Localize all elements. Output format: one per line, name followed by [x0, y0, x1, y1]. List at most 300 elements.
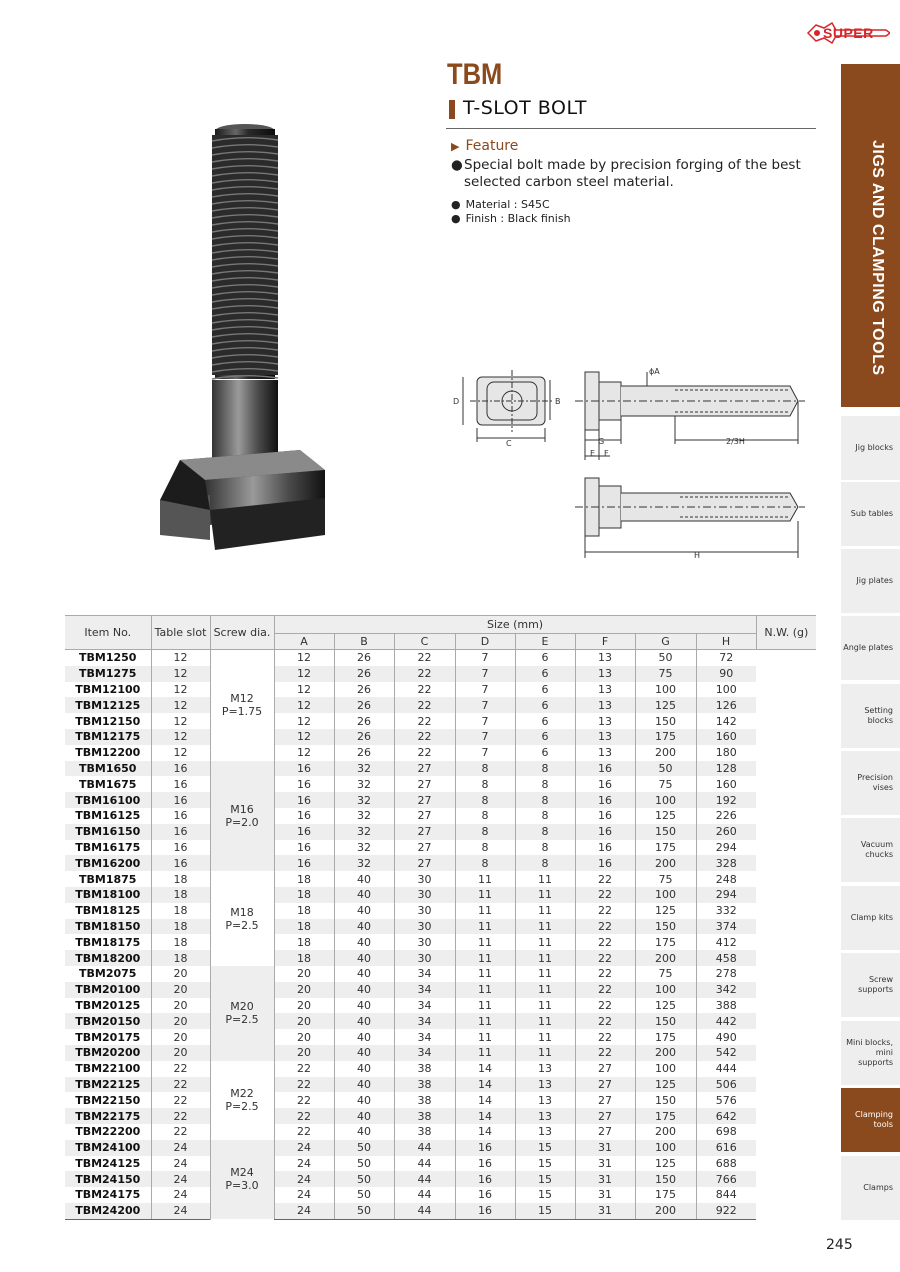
- table-cell: 27: [394, 776, 455, 792]
- table-cell: 22: [274, 1077, 334, 1093]
- table-cell: 175: [635, 840, 696, 856]
- table-cell: 13: [575, 745, 635, 761]
- item-no-cell: TBM12175: [65, 729, 151, 745]
- table-cell: 13: [515, 1061, 575, 1077]
- table-cell: 8: [515, 855, 575, 871]
- table-cell: 125: [635, 808, 696, 824]
- table-cell: 18: [274, 871, 334, 887]
- table-cell: 11: [455, 871, 515, 887]
- sidebar-tab[interactable]: [841, 1156, 900, 1220]
- table-cell: 6: [515, 650, 575, 666]
- table-cell: 22: [394, 697, 455, 713]
- table-cell: 15: [515, 1187, 575, 1203]
- item-no-cell: TBM24125: [75, 1156, 141, 1170]
- table-cell: 16: [575, 824, 635, 840]
- item-no-cell: TBM16100: [65, 792, 151, 808]
- table-cell: 50: [334, 1140, 394, 1156]
- table-cell: 11: [515, 1029, 575, 1045]
- table-cell: 15: [515, 1203, 575, 1219]
- table-cell: 32: [334, 792, 394, 808]
- table-cell: 75: [635, 776, 696, 792]
- item-no-cell: TBM22150: [75, 1093, 141, 1107]
- table-cell: 40: [334, 919, 394, 935]
- table-cell: 31: [575, 1203, 635, 1219]
- header-screw-dia: Screw dia.: [210, 616, 274, 650]
- sidebar-tab[interactable]: [841, 953, 900, 1017]
- table-cell: 248: [696, 871, 756, 887]
- item-no-cell: TBM1275: [65, 666, 151, 682]
- item-no-cell: TBM24175: [75, 1188, 141, 1202]
- table-cell: 698: [696, 1124, 756, 1140]
- table-cell: 22: [575, 1013, 635, 1029]
- table-cell: 14: [455, 1124, 515, 1140]
- table-cell: 6: [515, 682, 575, 698]
- table-cell: 22: [575, 887, 635, 903]
- table-cell: 294: [696, 887, 756, 903]
- table-cell: 22: [274, 1061, 334, 1077]
- table-cell: 11: [455, 982, 515, 998]
- table-cell: 40: [334, 998, 394, 1014]
- screw-dia-cell: M20 P=2.5: [210, 966, 274, 1061]
- table-cell: 16: [575, 808, 635, 824]
- table-cell: 126: [696, 697, 756, 713]
- sidebar-tab-label: Vacuum chucks: [860, 840, 893, 859]
- table-cell: 72: [696, 650, 756, 666]
- table-cell: 7: [455, 729, 515, 745]
- table-cell: 50: [334, 1171, 394, 1187]
- table-cell: 34: [394, 966, 455, 982]
- table-cell: 22: [394, 682, 455, 698]
- table-cell: 13: [515, 1077, 575, 1093]
- table-row: [65, 1061, 816, 1077]
- table-cell: 44: [394, 1187, 455, 1203]
- table-row: [65, 919, 816, 935]
- table-cell: 14: [455, 1092, 515, 1108]
- table-cell: 40: [334, 1029, 394, 1045]
- table-cell: 7: [455, 713, 515, 729]
- table-row: [65, 713, 816, 729]
- product-code: TBM: [447, 58, 503, 91]
- item-no-cell: TBM22100: [75, 1062, 141, 1076]
- label-d: D: [453, 397, 460, 406]
- table-cell: 24: [274, 1171, 334, 1187]
- table-cell: 34: [394, 998, 455, 1014]
- table-cell: 24: [151, 1203, 210, 1219]
- label-h: H: [694, 551, 701, 560]
- sidebar-tab-label: Setting blocks: [864, 706, 893, 725]
- table-cell: 175: [635, 934, 696, 950]
- sidebar-tab-label: Clamping tools: [855, 1110, 893, 1129]
- table-cell: 125: [635, 1077, 696, 1093]
- table-cell: 22: [575, 950, 635, 966]
- finish-spec: [451, 212, 571, 225]
- table-cell: 150: [635, 1171, 696, 1187]
- table-cell: 100: [696, 682, 756, 698]
- item-no-cell: TBM20100: [65, 982, 151, 998]
- table-cell: 26: [334, 729, 394, 745]
- table-cell: 180: [696, 745, 756, 761]
- table-cell: 125: [635, 998, 696, 1014]
- table-row: [65, 1092, 816, 1108]
- table-cell: 18: [274, 919, 334, 935]
- table-cell: 12: [151, 682, 210, 698]
- table-cell: 16: [455, 1187, 515, 1203]
- table-cell: 40: [334, 1124, 394, 1140]
- table-row: [65, 745, 816, 761]
- table-cell: 22: [575, 1029, 635, 1045]
- table-cell: 412: [696, 934, 756, 950]
- table-cell: 75: [635, 966, 696, 982]
- table-cell: 12: [151, 666, 210, 682]
- item-no-cell: TBM22125: [65, 1077, 151, 1093]
- table-cell: 11: [515, 934, 575, 950]
- title-divider: [446, 128, 816, 129]
- table-cell: 38: [394, 1124, 455, 1140]
- table-cell: 688: [696, 1156, 756, 1172]
- table-cell: 50: [334, 1156, 394, 1172]
- table-cell: 11: [515, 966, 575, 982]
- table-cell: 24: [151, 1187, 210, 1203]
- table-cell: 16: [151, 855, 210, 871]
- item-no-cell: TBM1675: [79, 777, 137, 791]
- table-row: [65, 950, 816, 966]
- sidebar-tab[interactable]: [841, 1088, 900, 1152]
- table-cell: 44: [394, 1140, 455, 1156]
- table-cell: 8: [455, 855, 515, 871]
- triangle-icon: ▶: [451, 140, 460, 153]
- table-cell: 342: [696, 982, 756, 998]
- table-cell: 27: [394, 840, 455, 856]
- table-cell: 13: [575, 650, 635, 666]
- label-two-thirds-h: 2/3H: [726, 437, 745, 446]
- table-cell: 200: [635, 1045, 696, 1061]
- table-cell: 22: [274, 1108, 334, 1124]
- table-cell: 40: [334, 1045, 394, 1061]
- table-cell: 11: [455, 887, 515, 903]
- table-cell: 100: [635, 887, 696, 903]
- table-cell: 18: [274, 950, 334, 966]
- table-cell: 27: [394, 855, 455, 871]
- table-cell: 12: [151, 650, 210, 666]
- table-cell: 100: [635, 1140, 696, 1156]
- table-cell: 24: [151, 1171, 210, 1187]
- sidebar-tab[interactable]: [841, 549, 900, 613]
- table-cell: 8: [455, 776, 515, 792]
- sidebar-tab[interactable]: [841, 751, 900, 815]
- table-cell: 31: [575, 1140, 635, 1156]
- feature-main: [451, 157, 811, 191]
- table-row: [65, 697, 816, 713]
- table-cell: 200: [635, 1203, 696, 1219]
- sidebar-tab[interactable]: [841, 482, 900, 546]
- table-cell: 22: [575, 903, 635, 919]
- table-cell: 8: [515, 761, 575, 777]
- table-cell: 11: [455, 1013, 515, 1029]
- table-cell: 16: [274, 824, 334, 840]
- table-row: [65, 934, 816, 950]
- table-cell: 11: [455, 966, 515, 982]
- table-cell: 766: [696, 1171, 756, 1187]
- table-cell: 16: [575, 761, 635, 777]
- table-cell: 15: [515, 1171, 575, 1187]
- table-cell: 7: [455, 650, 515, 666]
- table-cell: 27: [575, 1124, 635, 1140]
- sidebar-tab-label: Jig plates: [856, 576, 893, 585]
- table-row: [65, 903, 816, 919]
- table-cell: 16: [151, 824, 210, 840]
- table-row: [65, 887, 816, 903]
- table-cell: 22: [394, 666, 455, 682]
- table-cell: 27: [575, 1061, 635, 1077]
- table-row: [65, 1140, 816, 1156]
- table-cell: 26: [334, 697, 394, 713]
- table-cell: 31: [575, 1187, 635, 1203]
- table-cell: 11: [515, 1045, 575, 1061]
- table-cell: 260: [696, 824, 756, 840]
- table-cell: 20: [274, 998, 334, 1014]
- table-cell: 13: [575, 682, 635, 698]
- t-slot-bolt-photo: [150, 115, 340, 570]
- table-cell: 12: [274, 745, 334, 761]
- table-cell: 24: [274, 1187, 334, 1203]
- table-cell: 490: [696, 1029, 756, 1045]
- table-cell: 388: [696, 998, 756, 1014]
- table-row: [65, 998, 816, 1014]
- table-cell: 22: [575, 998, 635, 1014]
- table-cell: 30: [394, 934, 455, 950]
- table-cell: 16: [151, 776, 210, 792]
- table-cell: 6: [515, 666, 575, 682]
- table-cell: 100: [635, 792, 696, 808]
- table-cell: 12: [151, 745, 210, 761]
- table-cell: 11: [515, 871, 575, 887]
- table-cell: 442: [696, 1013, 756, 1029]
- item-no-cell: TBM1250: [79, 651, 137, 665]
- table-row: [65, 792, 816, 808]
- table-row: [65, 1029, 816, 1045]
- material-text: Material : S45C: [465, 198, 550, 211]
- table-cell: 8: [515, 824, 575, 840]
- table-cell: 16: [575, 855, 635, 871]
- table-cell: 175: [635, 1029, 696, 1045]
- table-row: [65, 776, 816, 792]
- table-cell: 11: [515, 998, 575, 1014]
- table-row: [65, 1077, 816, 1093]
- table-cell: 20: [151, 1013, 210, 1029]
- table-cell: 20: [151, 982, 210, 998]
- sidebar-tab-label: Sub tables: [850, 509, 893, 518]
- item-no-cell: TBM1650: [65, 761, 151, 777]
- table-row: [65, 1045, 816, 1061]
- table-cell: 32: [334, 824, 394, 840]
- table-cell: 13: [575, 729, 635, 745]
- sidebar-tab[interactable]: [841, 416, 900, 480]
- table-cell: 100: [635, 982, 696, 998]
- table-cell: 11: [515, 950, 575, 966]
- label-f: F: [604, 449, 609, 458]
- table-cell: 24: [151, 1156, 210, 1172]
- item-no-cell: TBM12100: [75, 682, 141, 696]
- table-cell: 44: [394, 1156, 455, 1172]
- table-cell: 8: [515, 840, 575, 856]
- table-cell: 18: [151, 871, 210, 887]
- table-cell: 11: [455, 998, 515, 1014]
- table-cell: 22: [151, 1108, 210, 1124]
- table-cell: 27: [575, 1077, 635, 1093]
- table-cell: 200: [635, 1124, 696, 1140]
- sidebar-tab-label: Clamps: [863, 1183, 893, 1192]
- table-cell: 27: [575, 1108, 635, 1124]
- table-cell: 38: [394, 1092, 455, 1108]
- table-cell: 12: [151, 729, 210, 745]
- item-no-cell: TBM1875: [79, 872, 137, 886]
- table-cell: 294: [696, 840, 756, 856]
- table-cell: 15: [515, 1140, 575, 1156]
- item-no-cell: TBM18200: [65, 950, 151, 966]
- item-no-cell: TBM18125: [75, 904, 141, 918]
- table-cell: 20: [151, 1045, 210, 1061]
- table-cell: 13: [575, 666, 635, 682]
- table-cell: 192: [696, 792, 756, 808]
- table-cell: 8: [515, 776, 575, 792]
- table-cell: 14: [455, 1108, 515, 1124]
- table-cell: 16: [274, 840, 334, 856]
- table-cell: 34: [394, 1013, 455, 1029]
- sidebar-tab-label: Clamp kits: [850, 913, 893, 922]
- table-cell: 7: [455, 697, 515, 713]
- table-cell: 22: [575, 1045, 635, 1061]
- table-cell: 38: [394, 1077, 455, 1093]
- table-cell: 8: [455, 792, 515, 808]
- item-no-cell: TBM12125: [65, 697, 151, 713]
- brand-logo-text: SUPER: [823, 25, 874, 41]
- table-row: [65, 1013, 816, 1029]
- table-cell: 22: [151, 1077, 210, 1093]
- table-cell: 16: [455, 1203, 515, 1219]
- table-cell: 18: [274, 934, 334, 950]
- table-cell: 16: [575, 840, 635, 856]
- item-no-cell: TBM20200: [65, 1045, 151, 1061]
- item-no-cell: TBM20150: [65, 1013, 151, 1029]
- sidebar-tab[interactable]: [841, 684, 900, 748]
- table-cell: 22: [394, 745, 455, 761]
- table-cell: 12: [274, 697, 334, 713]
- table-cell: 18: [151, 887, 210, 903]
- table-cell: 20: [151, 998, 210, 1014]
- table-cell: 226: [696, 808, 756, 824]
- table-cell: 20: [151, 1029, 210, 1045]
- table-cell: 40: [334, 871, 394, 887]
- table-cell: 13: [515, 1124, 575, 1140]
- table-cell: 26: [334, 682, 394, 698]
- table-cell: 13: [575, 697, 635, 713]
- table-cell: 16: [151, 761, 210, 777]
- table-cell: 40: [334, 1108, 394, 1124]
- table-cell: 44: [394, 1203, 455, 1219]
- sidebar-tab[interactable]: [841, 616, 900, 680]
- item-no-cell: TBM22200: [75, 1125, 141, 1139]
- table-cell: 175: [635, 1108, 696, 1124]
- item-no-cell: TBM20175: [75, 1030, 141, 1044]
- table-cell: 13: [515, 1092, 575, 1108]
- table-cell: 16: [274, 776, 334, 792]
- table-cell: 15: [515, 1156, 575, 1172]
- sidebar-tab[interactable]: [841, 1021, 900, 1085]
- table-cell: 16: [455, 1156, 515, 1172]
- category-heading: JIGS AND CLAMPING TOOLS: [869, 140, 886, 376]
- table-cell: 30: [394, 887, 455, 903]
- page-number: 245: [826, 1237, 853, 1253]
- product-title: T-SLOT BOLT: [463, 97, 588, 119]
- table-cell: 40: [334, 950, 394, 966]
- table-cell: 32: [334, 776, 394, 792]
- item-no-cell: TBM16200: [65, 855, 151, 871]
- table-cell: 142: [696, 713, 756, 729]
- table-cell: 12: [151, 697, 210, 713]
- item-no-cell: TBM22175: [65, 1108, 151, 1124]
- table-cell: 8: [515, 792, 575, 808]
- table-cell: 22: [394, 713, 455, 729]
- table-cell: 100: [635, 682, 696, 698]
- item-no-cell: TBM16150: [65, 824, 151, 840]
- table-row: [65, 650, 816, 666]
- label-e: E: [590, 449, 596, 458]
- table-cell: 160: [696, 776, 756, 792]
- screw-dia-cell: M24 P=3.0: [210, 1140, 274, 1219]
- table-cell: 27: [575, 1092, 635, 1108]
- item-no-cell: TBM24100: [65, 1140, 151, 1156]
- sidebar-tab-label: Angle plates: [843, 643, 893, 652]
- table-cell: 200: [635, 950, 696, 966]
- item-no-cell: TBM12200: [75, 746, 141, 760]
- table-cell: 40: [334, 1077, 394, 1093]
- table-row: [65, 840, 816, 856]
- table-cell: 22: [151, 1124, 210, 1140]
- table-cell: 31: [575, 1171, 635, 1187]
- table-cell: 20: [274, 1029, 334, 1045]
- item-no-cell: TBM24200: [65, 1203, 151, 1219]
- table-cell: 444: [696, 1061, 756, 1077]
- table-cell: 22: [575, 934, 635, 950]
- sidebar-tab[interactable]: [841, 818, 900, 882]
- table-cell: 7: [455, 682, 515, 698]
- table-cell: 150: [635, 1092, 696, 1108]
- table-cell: 22: [151, 1092, 210, 1108]
- table-cell: 31: [575, 1156, 635, 1172]
- table-cell: 13: [515, 1108, 575, 1124]
- table-cell: 150: [635, 1013, 696, 1029]
- table-cell: 30: [394, 950, 455, 966]
- table-cell: 18: [151, 934, 210, 950]
- table-cell: 12: [274, 666, 334, 682]
- table-cell: 30: [394, 871, 455, 887]
- table-cell: 11: [515, 903, 575, 919]
- table-cell: 11: [455, 1029, 515, 1045]
- table-cell: 642: [696, 1108, 756, 1124]
- table-cell: 458: [696, 950, 756, 966]
- item-no-cell: TBM24150: [65, 1171, 151, 1187]
- item-no-cell: TBM16125: [75, 809, 141, 823]
- table-cell: 50: [334, 1203, 394, 1219]
- table-row: [65, 682, 816, 698]
- table-cell: 40: [334, 1013, 394, 1029]
- table-cell: 40: [334, 1061, 394, 1077]
- table-row: [65, 808, 816, 824]
- table-cell: 332: [696, 903, 756, 919]
- table-cell: 40: [334, 934, 394, 950]
- table-cell: 32: [334, 761, 394, 777]
- sidebar-tab[interactable]: [841, 886, 900, 950]
